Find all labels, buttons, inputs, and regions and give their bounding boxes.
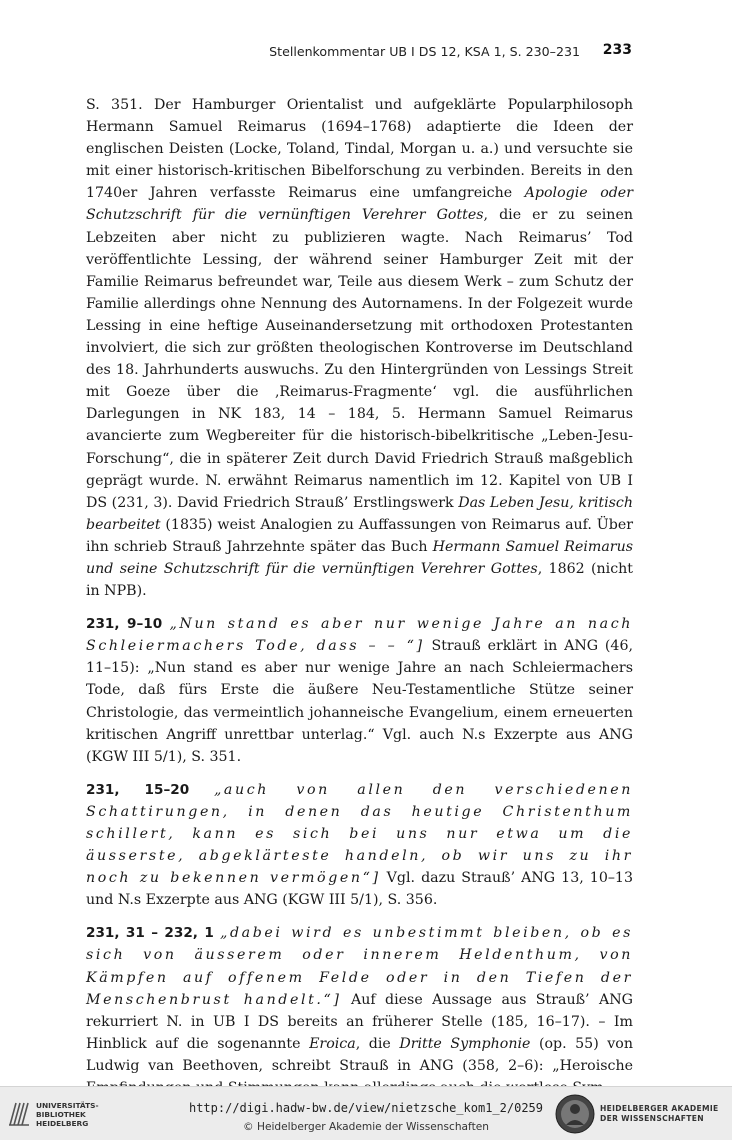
commentary-body xyxy=(86,94,633,1110)
academy-name xyxy=(600,1104,718,1124)
lemma-quote: „Nun stand es aber nur wenige Jahre an nach Schleiermachers Tode, dass – – “] xyxy=(86,616,633,655)
text-run: S. 351. Der Hamburger Orientalist und aufgeklärte Popularphilosoph Hermann Samuel Reimarus (1694–1768) adaptierte die Ideen der englischen Deisten (Locke, Toland, Tindal, Morgan u. a.) und versuchte sie mit einer historisch-kritischen Bibelforschung zu verbinden. Bereits in den 1740er Jahren verfasste Reimarus eine umfangreiche xyxy=(86,97,633,202)
library-name-line: HEIDELBERG xyxy=(36,1119,89,1129)
book-title: Apologie oder Schutzschrift für die vernünftigen Verehrer Gottes xyxy=(86,185,633,224)
work-title: Eroica xyxy=(309,1035,356,1052)
text-run: , die er zu seinen Lebzeiten aber nicht zu publizieren wagte. Nach Reimarus’ Tod veröffentlichte Lessing, der während seiner Hamburger Zeit mit der Familie Reimarus befreundet war, Teile aus diesem Werk – zum Schutz der Familie allerdings ohne Nennung des Autornamens. In der Folgezeit wurde Lessing in eine heftige Auseinandersetzung mit orthodoxen Protestanten involviert, die sich zur größten theologischen Kontroverse im Deutschland des 18. Jahrhunderts auswuchs. Zu den Hintergründen von Lessings Streit mit Goeze über die ‚Reimarus-Fragmente‘ vgl. die ausführlichen Darlegungen in NK 183, 14 – 184, 5. Hermann Samuel Reimarus avancierte zum Wegbereiter für die historisch-bibelkritische „Leben-Jesu-Forschung“, die in späterer Zeit durch David Friedrich Strauß maßgeblich geprägt wurde. N. erwähnt Reimarus namentlich im 12. Kapitel von UB I DS (231, 3). David Friedrich Strauß’ Erstlingswerk xyxy=(86,207,633,511)
entry-text: , die xyxy=(355,1035,400,1052)
copyright-notice: © Heidelberger Akademie der Wissenschaften xyxy=(243,1121,489,1133)
book-title: Das Leben Jesu, kritisch bearbeitet xyxy=(86,494,633,533)
lemma-quote: „auch von allen den verschiedenen Schattirungen, in denen das heutige Christenthum schillert, kann es sich bei uns nur etwa um die äusserste, abgeklärteste handeln, ob wir uns zu ihr noch zu bekennen vermögen“] xyxy=(86,781,633,887)
running-title: Stellenkommentar UB I DS 12, KSA 1, S. 230–231 xyxy=(269,44,580,59)
digitization-footer xyxy=(0,1086,732,1140)
commentary-entry xyxy=(86,779,633,912)
text-run: , 1862 (nicht in NPB). xyxy=(86,560,633,600)
academy-name-line: DER WISSENSCHAFTEN xyxy=(600,1114,704,1123)
text-run: (1835) weist Analogien zu Auffassungen von Reimarus auf. Über ihn schrieb Strauß Jahrzehnte später das Buch xyxy=(86,516,633,555)
academy-seal-icon xyxy=(554,1093,596,1135)
entry-text: Vgl. dazu Strauß’ ANG 13, 10–13 und N.s Exzerpte aus ANG (KGW III 5/1), S. 356. xyxy=(86,870,633,909)
commentary-entry xyxy=(86,922,633,1099)
academy-logo xyxy=(554,1093,724,1135)
book-title: Hermann Samuel Reimarus und seine Schutzschrift für die vernünftigen Verehrer Gottes xyxy=(86,538,634,577)
page-number: 233 xyxy=(602,42,632,58)
line-reference: 231, 9–10 xyxy=(86,616,163,633)
permalink-url[interactable]: http://digi.hadw-bw.de/view/nietzsche_kom1_2/0259 xyxy=(188,1101,543,1115)
entry-text: Auf diese Aussage aus Strauß’ ANG rekurriert N. in UB I DS bereits an früherer Stelle (185, 16–17). – Im Hinblick auf die sogenannte xyxy=(86,991,633,1052)
work-title: Dritte Symphonie xyxy=(399,1035,531,1052)
academy-name-line: HEIDELBERGER AKADEMIE xyxy=(600,1104,719,1113)
paragraph-reimarus xyxy=(86,94,633,602)
entry-text: Strauß erklärt in ANG (46, 11–15): „Nun stand es aber nur wenige Jahre an nach Schleiermachers Tode, daß fürs Erste die äußere Neu-Testamentliche Stütze seiner Christologie, das vermeintlich johanneische Evangelium, einem erneuerten kritischen Angriff unrettbar unterlag.“ Vgl. auch N.s Exzerpte aus ANG (KGW III 5/1), S. 351. xyxy=(86,638,633,765)
line-reference: 231, 15–20 xyxy=(86,781,190,798)
library-name-line: BIBLIOTHEK xyxy=(36,1110,86,1120)
page-header xyxy=(86,42,632,64)
line-reference: 231, 31 – 232, 1 xyxy=(86,925,214,942)
commentary-entry xyxy=(86,613,633,768)
lemma-quote: „dabei wird es unbestimmt bleiben, ob es sich von äusserem oder innerem Heldenthum, von Kämpfen auf offenem Felde oder in den Tiefen der Menschenbrust handelt.“] xyxy=(86,925,634,1008)
library-name-line: UNIVERSITÄTS- xyxy=(36,1101,99,1110)
entry-text: (op. 55) von Ludwig van Beethoven, schreibt Strauß in ANG (358, 2–6): „Heroische xyxy=(86,1035,633,1074)
